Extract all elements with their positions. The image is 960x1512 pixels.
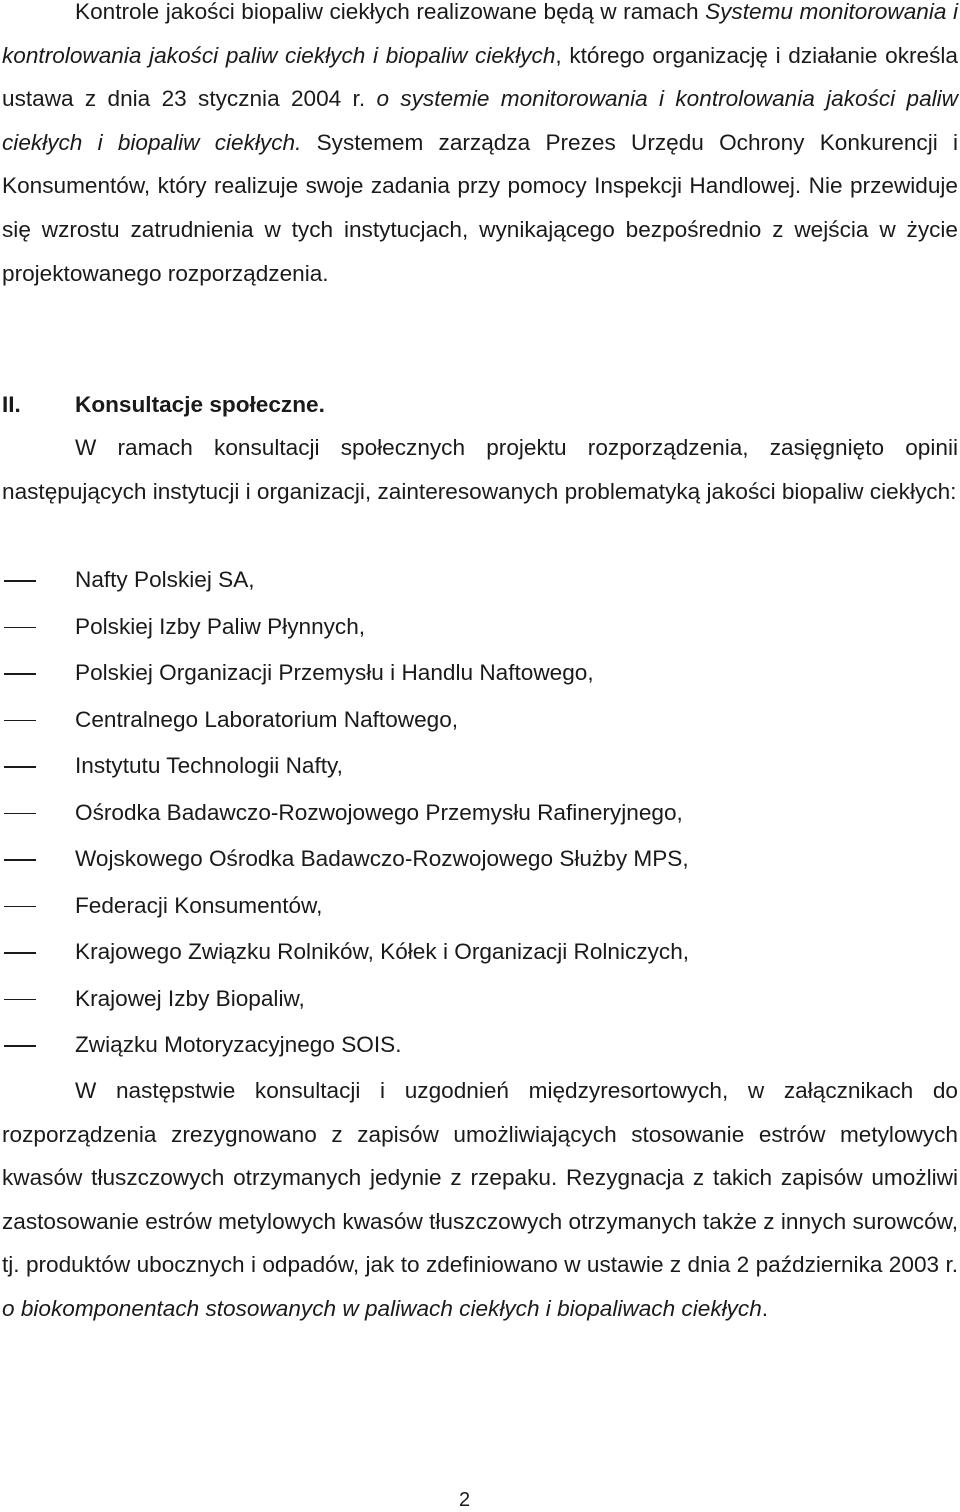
dash-bullet-icon [4, 859, 36, 861]
list-item [0, 743, 689, 790]
para1-text-1: Kontrole jakości biopaliw ciekłych realizowane będą w ramach [75, 0, 706, 24]
dash-bullet-icon [4, 580, 36, 582]
list-item-label: Wojskowego Ośrodka Badawczo-Rozwojowego Służby MPS, [75, 846, 689, 871]
institutions-list [0, 557, 689, 1069]
dash-bullet-icon [4, 627, 36, 629]
para3-text-1: W następstwie konsultacji i uzgodnień międzyresortowych, w załącznikach do rozporządzenia zrezygnowano z zapisów umożliwiających stosowanie estrów metylowych kwasów tłuszczowych otrzymanych jedynie z rzepaku. Rezygnacja z takich zapisów umożliwi zastosowanie estrów metylowych kwasów tłuszczowych otrzymanych także z innych surowców, tj. produktów ubocznych i odpadów, jak to zdefiniowano w ustawie z dnia 2 października 2003 r. [2, 1078, 958, 1278]
page-number: 2 [459, 1489, 471, 1511]
list-item-label: Nafty Polskiej SA, [75, 567, 255, 592]
list-item [0, 929, 689, 976]
dash-bullet-icon [4, 1045, 36, 1047]
dash-bullet-icon [4, 673, 36, 675]
paragraph-biofuel-quality-control [2, 0, 958, 295]
list-item [0, 836, 689, 883]
dash-bullet-icon [4, 906, 36, 908]
section-number: II. [2, 392, 21, 417]
list-item [0, 697, 689, 744]
dash-bullet-icon [4, 999, 36, 1001]
list-item-label: Polskiej Izby Paliw Płynnych, [75, 613, 366, 639]
list-item-label: Centralnego Laboratorium Naftowego, [75, 706, 459, 732]
list-item-label: Instytutu Technologii Nafty, [75, 753, 343, 778]
dash-bullet-icon [4, 720, 36, 722]
para1-system-name: Systemu monitorowania i kontrolowania jakości paliw ciekłych i biopaliw ciekłych [2, 0, 959, 68]
dash-bullet-icon [4, 813, 36, 815]
list-item-label: Krajowego Związku Rolników, Kółek i Organizacji Rolniczych, [75, 939, 690, 964]
dash-bullet-icon [4, 952, 36, 954]
para1-text-3: , którego organizację i działanie określa ustawa z dnia 23 stycznia 2004 r. [2, 42, 958, 112]
para1-text-5: Systemem zarządza Prezes Urzędu Ochrony Konkurencji i Konsumentów, który realizuje swoje zadania przy pomocy Inspekcji Handlowej. Nie przewiduje się wzrostu zatrudnienia w tych instytucjach, wynikającego bezpośrednio z wejścia w życie projektowanego rozporządzenia. [2, 129, 958, 286]
list-item [0, 790, 689, 837]
para3-text-3: . [761, 1295, 769, 1321]
list-item-label: Związku Motoryzacyjnego SOIS. [75, 1032, 402, 1057]
paragraph-consultations-intro [2, 426, 958, 513]
para2-text: W ramach konsultacji społecznych projektu rozporządzenia, zasięgnięto opinii następujących instytucji i organizacji, zainteresowanych problematyką jakości biopaliw ciekłych: [2, 435, 958, 504]
list-item [0, 604, 689, 651]
list-item [0, 1022, 689, 1069]
dash-bullet-icon [4, 766, 36, 768]
paragraph-consultation-outcome [2, 1069, 958, 1331]
list-item-label: Krajowej Izby Biopaliw, [75, 985, 305, 1011]
section-title: Konsultacje społeczne. [75, 392, 325, 417]
section-heading [2, 383, 325, 427]
para3-act-title: o biokomponentach stosowanych w paliwach ciekłych i biopaliwach ciekłych [2, 1295, 762, 1321]
list-item-label: Federacji Konsumentów, [75, 892, 323, 918]
para1-act-title: o systemie monitorowania i kontrolowania jakości paliw ciekłych i biopaliw ciekłych. [2, 86, 958, 155]
list-item-label: Polskiej Organizacji Przemysłu i Handlu Naftowego, [75, 660, 594, 685]
list-item [0, 883, 689, 930]
list-item [0, 976, 689, 1023]
list-item-label: Ośrodka Badawczo-Rozwojowego Przemysłu Rafineryjnego, [75, 799, 683, 825]
list-item [0, 650, 689, 697]
list-item [0, 557, 689, 604]
